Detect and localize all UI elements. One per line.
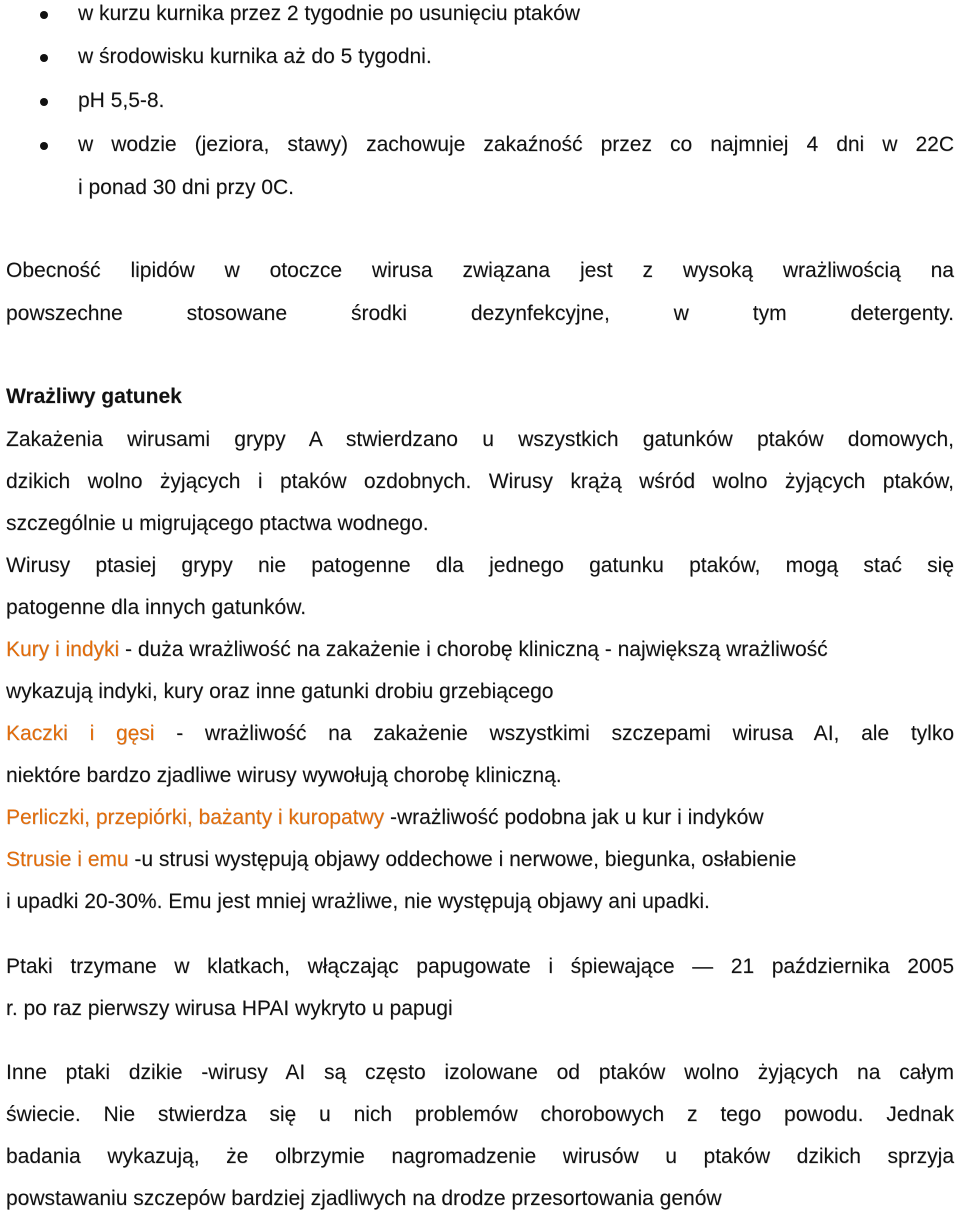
species-name-ostrich: Strusie i emu bbox=[6, 848, 129, 871]
chickens-paragraph-line: wykazują indyki, kury oraz inne gatunki drobiu grzebiącego bbox=[6, 680, 554, 703]
bullet-text: pH 5,5-8. bbox=[78, 89, 165, 112]
bullet-item bbox=[0, 0, 960, 28]
ostrich-paragraph-line bbox=[6, 846, 954, 874]
lipids-paragraph-line: Obecność lipidów w otoczce wirusa związana jest z wysoką wrażliwością na bbox=[6, 259, 954, 282]
bullet-item bbox=[0, 43, 960, 71]
ducks-description: - wrażliwość na zakażenie wszystkimi szczepami wirusa AI, ale tylko bbox=[154, 722, 954, 745]
bullet-dot bbox=[40, 142, 48, 150]
species-name-chickens: Kury i indyki bbox=[6, 638, 120, 661]
wild-paragraph-line: badania wykazują, że olbrzymie nagromadzenie wirusów u ptaków dzikich sprzyja bbox=[6, 1145, 954, 1168]
chickens-description: - duża wrażliwość na zakażenie i chorobę kliniczną - największą wrażliwość bbox=[119, 638, 828, 661]
wild-paragraph-line: świecie. Nie stwierdza się u nich problemów chorobowych z tego powodu. Jednak bbox=[6, 1103, 954, 1126]
bullet-item bbox=[0, 131, 960, 159]
caged-paragraph-line: Ptaki trzymane w klatkach, włączając papugowate i śpiewające — 21 października 2005 bbox=[6, 955, 954, 978]
bullet-text: i ponad 30 dni przy 0C. bbox=[78, 176, 294, 199]
bullet-dot bbox=[40, 11, 48, 19]
bullet-dot bbox=[40, 54, 48, 62]
infections-paragraph-line: dzikich wolno żyjących i ptaków ozdobnych. Wirusy krążą wśród wolno żyjących ptaków, bbox=[6, 470, 954, 493]
species-name-ducks: Kaczki i gęsi bbox=[6, 722, 155, 745]
caged-paragraph-line: r. po raz pierwszy wirusa HPAI wykryto u papugi bbox=[6, 997, 453, 1020]
ostrich-paragraph-line: i upadki 20-30%. Emu jest mniej wrażliwe, nie występują objawy ani upadki. bbox=[6, 890, 710, 913]
ducks-paragraph-line: niektóre bardzo zjadliwe wirusy wywołują chorobę kliniczną. bbox=[6, 764, 562, 787]
guinea-description: -wrażliwość podobna jak u kur i indyków bbox=[384, 806, 764, 829]
bullet-text: w środowisku kurnika aż do 5 tygodni. bbox=[78, 45, 432, 68]
infections-paragraph-line: Zakażenia wirusami grypy A stwierdzano u wszystkich gatunków ptaków domowych, bbox=[6, 428, 954, 451]
lipids-paragraph-line: powszechne stosowane środki dezynfekcyjne, w tym detergenty. bbox=[6, 302, 954, 325]
ostrich-description: -u strusi występują objawy oddechowe i nerwowe, biegunka, osłabienie bbox=[128, 848, 797, 871]
wild-paragraph-line: powstawaniu szczepów bardziej zjadliwych na drodze przesortowania genów bbox=[6, 1187, 722, 1210]
section-heading: Wrażliwy gatunek bbox=[6, 385, 182, 408]
guinea-paragraph-line bbox=[6, 804, 954, 832]
bullet-text: w kurzu kurnika przez 2 tygodnie po usunięciu ptaków bbox=[78, 2, 580, 25]
wild-paragraph-line: Inne ptaki dzikie -wirusy AI są często izolowane od ptaków wolno żyjących na całym bbox=[6, 1061, 954, 1084]
bullet-dot bbox=[40, 98, 48, 106]
pathogenic-paragraph-line: patogenne dla innych gatunków. bbox=[6, 596, 307, 619]
ducks-paragraph-line bbox=[6, 720, 954, 748]
pathogenic-paragraph-line: Wirusy ptasiej grypy nie patogenne dla jednego gatunku ptaków, mogą stać się bbox=[6, 554, 954, 577]
chickens-paragraph-line bbox=[6, 636, 954, 664]
infections-paragraph-line: szczególnie u migrującego ptactwa wodnego. bbox=[6, 512, 429, 535]
bullet-text: w wodzie (jeziora, stawy) zachowuje zakaźność przez co najmniej 4 dni w 22C bbox=[78, 133, 954, 156]
species-name-guinea: Perliczki, przepiórki, bażanty i kuropatwy bbox=[6, 806, 385, 829]
bullet-item bbox=[0, 87, 960, 115]
bullet-continuation bbox=[0, 174, 960, 202]
